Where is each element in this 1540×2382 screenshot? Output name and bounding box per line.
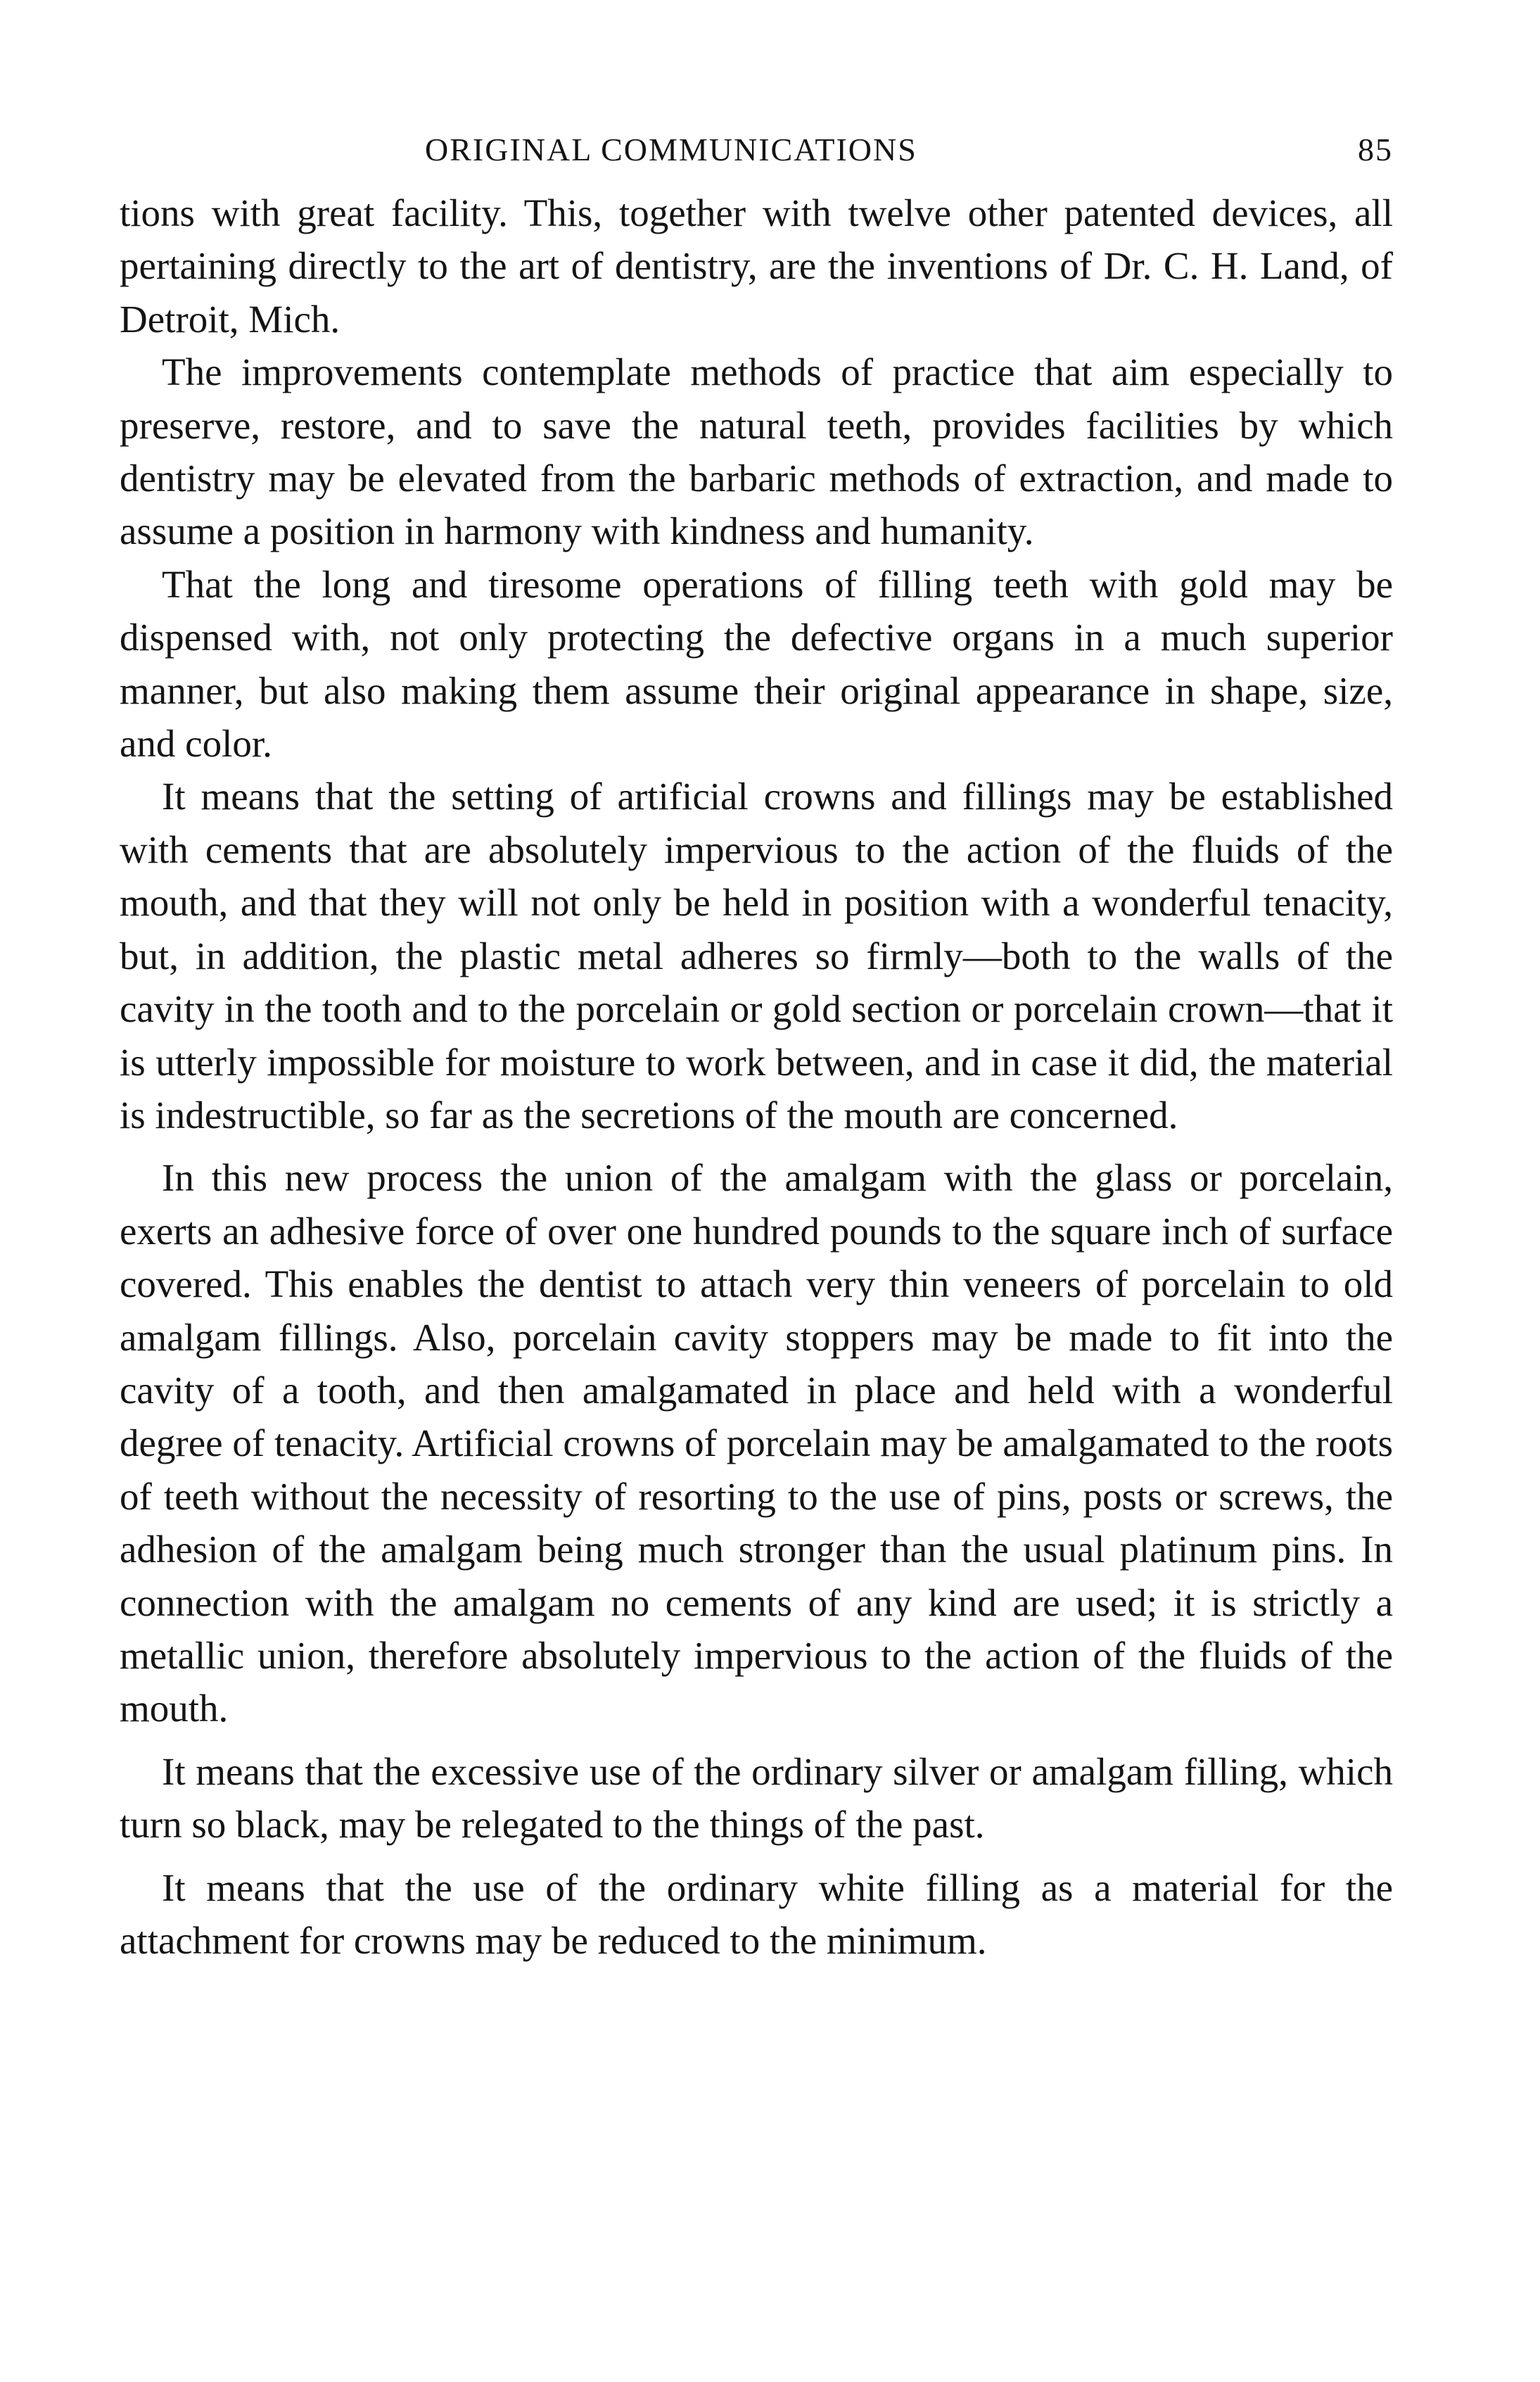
paragraph-amalgam-union: In this new process the union of the amalgam with the glass or porcelain, exerts an adhesive force of over one hundred pounds to the square inch of surface covered. This enables the dentist to attach very thin veneers of porcelain to old amalgam fillings. Also, porcelain cavity stoppers may be made to fit into the cavity of a tooth, and then amalgamated in place and held with a wonderful degree of tenacity. Artificial crowns of porcelain may be amalgamated to the roots of teeth without the necessity of resorting to the use of pins, posts or screws, the adhesion of the amalgam being much stronger than the usual platinum pins. In connection with the amalgam no cements of any kind are used; it is strictly a metallic union, therefore absolutely impervious to the action of the fluids of the mouth. <box>120 1156 1393 1730</box>
body-text <box>120 186 1393 1967</box>
page-number: 85 <box>1358 132 1393 167</box>
paragraph-white-filling: It means that the use of the ordinary white filling as a material for the attachment for crowns may be reduced to the minimum. <box>120 1865 1393 1962</box>
paragraph-cements: It means that the setting of artificial crowns and fillings may be established with cements that are absolutely impervious to the action of the fluids of the mouth, and that they will not only be held in position with a wonderful tenacity, but, in addition, the plastic metal adheres so firmly—both to the walls of the cavity in the tooth and to the porcelain or gold section or porcelain crown—that it is utterly impossible for moisture to work between, and in case it did, the material is indestructible, so far as the secretions of the mouth are concerned. <box>120 775 1393 1136</box>
paragraph-continuation: tions with great facility. This, together with twelve other patented devices, all pertaining directly to the art of dentistry, are the inventions of Dr. C. H. Land, of Detroit, Mich. <box>120 191 1393 341</box>
paragraph-gold-filling: That the long and tiresome operations of filling teeth with gold may be dispensed with, not only protecting the defective organs in a much superior manner, but also making them assume their original appearance in shape, size, and color. <box>120 562 1393 766</box>
running-title: ORIGINAL COMMUNICATIONS <box>425 132 917 167</box>
book-page <box>120 120 1393 2315</box>
paragraph-improvements: The improvements contemplate methods of practice that aim especially to preserve, restore, and to save the natural teeth, provides facilities by which dentistry may be elevated from the barbaric methods of extraction, and made to assume a position in harmony with kindness and humanity. <box>120 350 1393 553</box>
page-header <box>120 120 1393 186</box>
paragraph-silver-filling: It means that the excessive use of the ordinary silver or amalgam filling, which turn so black, may be relegated to the things of the past. <box>120 1749 1393 1846</box>
